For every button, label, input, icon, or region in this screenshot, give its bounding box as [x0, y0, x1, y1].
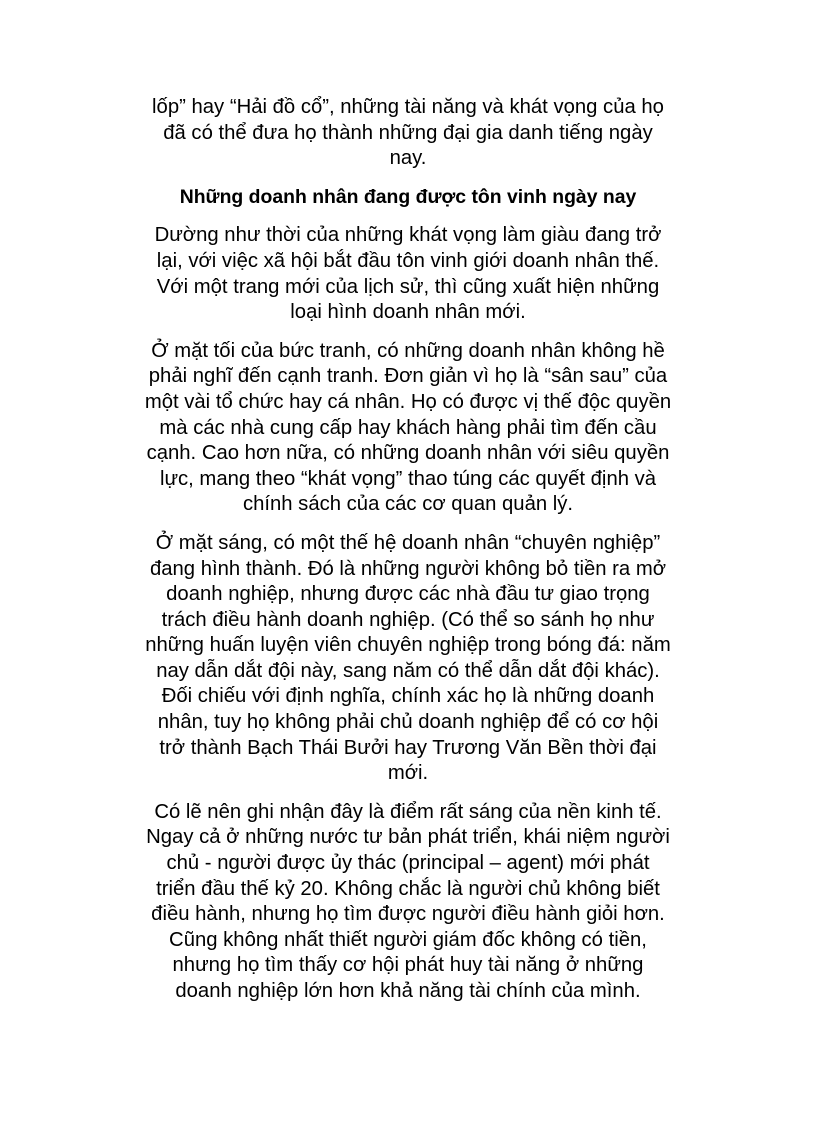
text-line: nhân, tuy họ không phải chủ doanh nghiệp để có cơ hội — [157, 711, 659, 734]
paragraph-bright-side — [100, 531, 716, 787]
text-line: triển đầu thế kỷ 20. Không chắc là người chủ không biết — [156, 877, 660, 900]
text-line: Ngay cả ở những nước tư bản phát triển, khái niệm người — [146, 826, 670, 849]
paragraph-dark-side — [100, 339, 716, 518]
text-line: Ở mặt sáng, có một thế hệ doanh nhân “chuyên nghiệp” — [155, 531, 661, 554]
text-line: trở thành Bạch Thái Bưởi hay Trương Văn Bền thời đại — [159, 736, 657, 759]
text-line: Có lẽ nên ghi nhận đây là điểm rất sáng của nền kinh tế. — [154, 800, 662, 823]
text-line: mới. — [387, 762, 429, 785]
section-heading — [100, 185, 716, 211]
text-line: lốp” hay “Hải đồ cổ”, những tài năng và khát vọng của họ — [152, 96, 664, 118]
text-line: loại hình doanh nhân mới. — [290, 301, 526, 324]
text-line: Với một trang mới của lịch sử, thì cũng xuất hiện những — [156, 275, 660, 298]
text-line: chính sách của các cơ quan quản lý. — [242, 493, 574, 516]
text-line: doanh nghiệp, nhưng được các nhà đầu tư giao trọng — [166, 583, 650, 606]
text-line: cạnh. Cao hơn nữa, có những doanh nhân với siêu quyền — [146, 442, 670, 465]
paragraph-conclusion — [100, 800, 716, 1005]
text-line: doanh nghiệp lớn hơn khả năng tài chính của mình. — [175, 980, 641, 1002]
text-line: nay dẫn dắt đội này, sang năm có thể dẫn dắt đội khác). — [156, 659, 660, 682]
text-line: trách điều hành doanh nghiệp. (Có thể so sánh họ như — [161, 608, 655, 631]
document-page — [100, 95, 716, 1005]
text-line: mà các nhà cung cấp hay khách hàng phải tìm đến cầu — [159, 416, 657, 439]
text-line: lực, mang theo “khát vọng” thao túng các quyết định và — [159, 467, 657, 490]
text-line: chủ - người được ủy thác (principal – agent) mới phát — [166, 852, 650, 875]
paragraph-intro-continuation — [100, 95, 716, 172]
text-line: đang hình thành. Đó là những người không bỏ tiền ra mở — [149, 557, 667, 580]
text-line: Dường như thời của những khát vọng làm giàu đang trở — [154, 224, 662, 247]
text-line: nhưng họ tìm thấy cơ hội phát huy tài năng ở những — [172, 954, 644, 977]
text-line: một vài tổ chức hay cá nhân. Họ có được vị thế độc quyền — [144, 390, 672, 413]
text-line: nay. — [389, 147, 427, 170]
text-line: những huấn luyện viên chuyên nghiệp trong bóng đá: năm — [145, 634, 671, 657]
text-line: lại, với việc xã hội bắt đầu tôn vinh giới doanh nhân thế. — [156, 249, 660, 272]
paragraph-new-era — [100, 223, 716, 325]
text-line: Đối chiếu với định nghĩa, chính xác họ là những doanh — [161, 685, 655, 708]
text-line: Cũng không nhất thiết người giám đốc không có tiền, — [169, 928, 647, 951]
heading-text: Những doanh nhân đang được tôn vinh ngày nay — [179, 185, 637, 208]
text-line: Ở mặt tối của bức tranh, có những doanh nhân không hề — [151, 339, 665, 362]
text-line: điều hành, nhưng họ tìm được người điều hành giỏi hơn. — [151, 903, 665, 926]
text-line: đã có thể đưa họ thành những đại gia danh tiếng ngày — [163, 121, 653, 144]
text-line: phải nghĩ đến cạnh tranh. Đơn giản vì họ là “sân sau” của — [148, 365, 668, 388]
